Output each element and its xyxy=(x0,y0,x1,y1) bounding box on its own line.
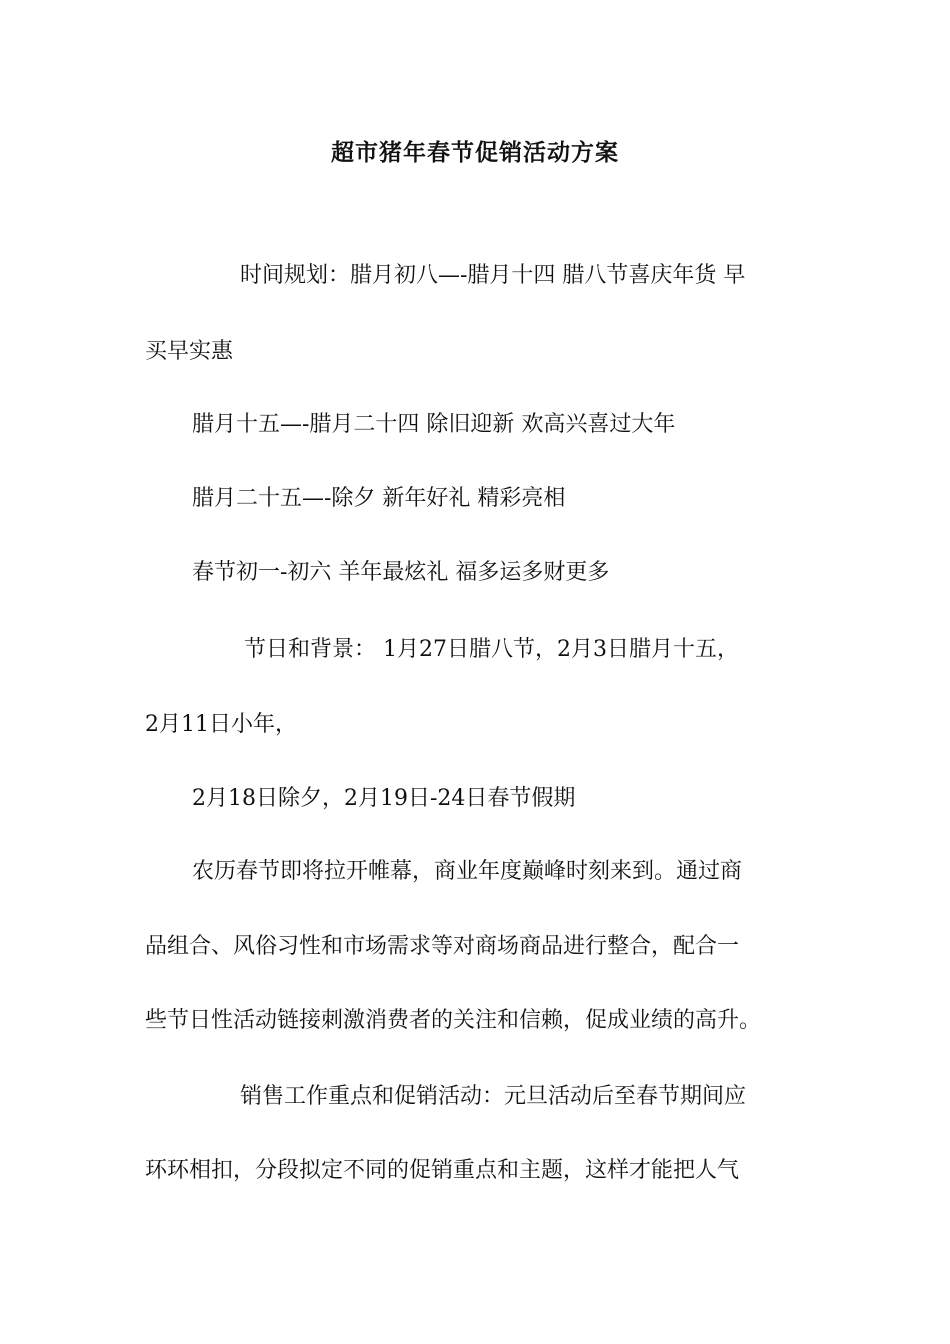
paragraph-line: 腊月十五—-腊月二十四 除旧迎新 欢高兴喜过大年 xyxy=(192,412,676,437)
paragraph-line: 腊月二十五—-除夕 新年好礼 精彩亮相 xyxy=(192,486,566,511)
paragraph-line: 2月18日除夕，2月19日-24日春节假期 xyxy=(192,786,576,811)
paragraph-line: 品组合、风俗习性和市场需求等对商场商品进行整合，配合一 xyxy=(145,934,740,959)
paragraph-line: 环环相扣，分段拟定不同的促销重点和主题，这样才能把人气 xyxy=(145,1158,740,1183)
document-title: 超市猪年春节促销活动方案 xyxy=(331,139,619,166)
paragraph-line: 春节初一-初六 羊年最炫礼 福多运多财更多 xyxy=(192,560,610,585)
paragraph-line: 销售工作重点和促销活动：元旦活动后至春节期间应 xyxy=(240,1084,747,1109)
paragraph-line: 买早实惠 xyxy=(145,339,234,364)
paragraph-line: 些节日性活动链接刺激消费者的关注和信赖，促成业绩的高升。 xyxy=(145,1008,762,1033)
paragraph-line: 时间规划：腊月初八—-腊月十四 腊八节喜庆年货 早 xyxy=(240,263,746,288)
paragraph-line: 农历春节即将拉开帷幕，商业年度巅峰时刻来到。通过商 xyxy=(192,859,743,884)
paragraph-line: 2月11日小年， xyxy=(145,712,297,737)
paragraph-line: 节日和背景： 1月27日腊八节，2月3日腊月十五， xyxy=(244,637,739,662)
